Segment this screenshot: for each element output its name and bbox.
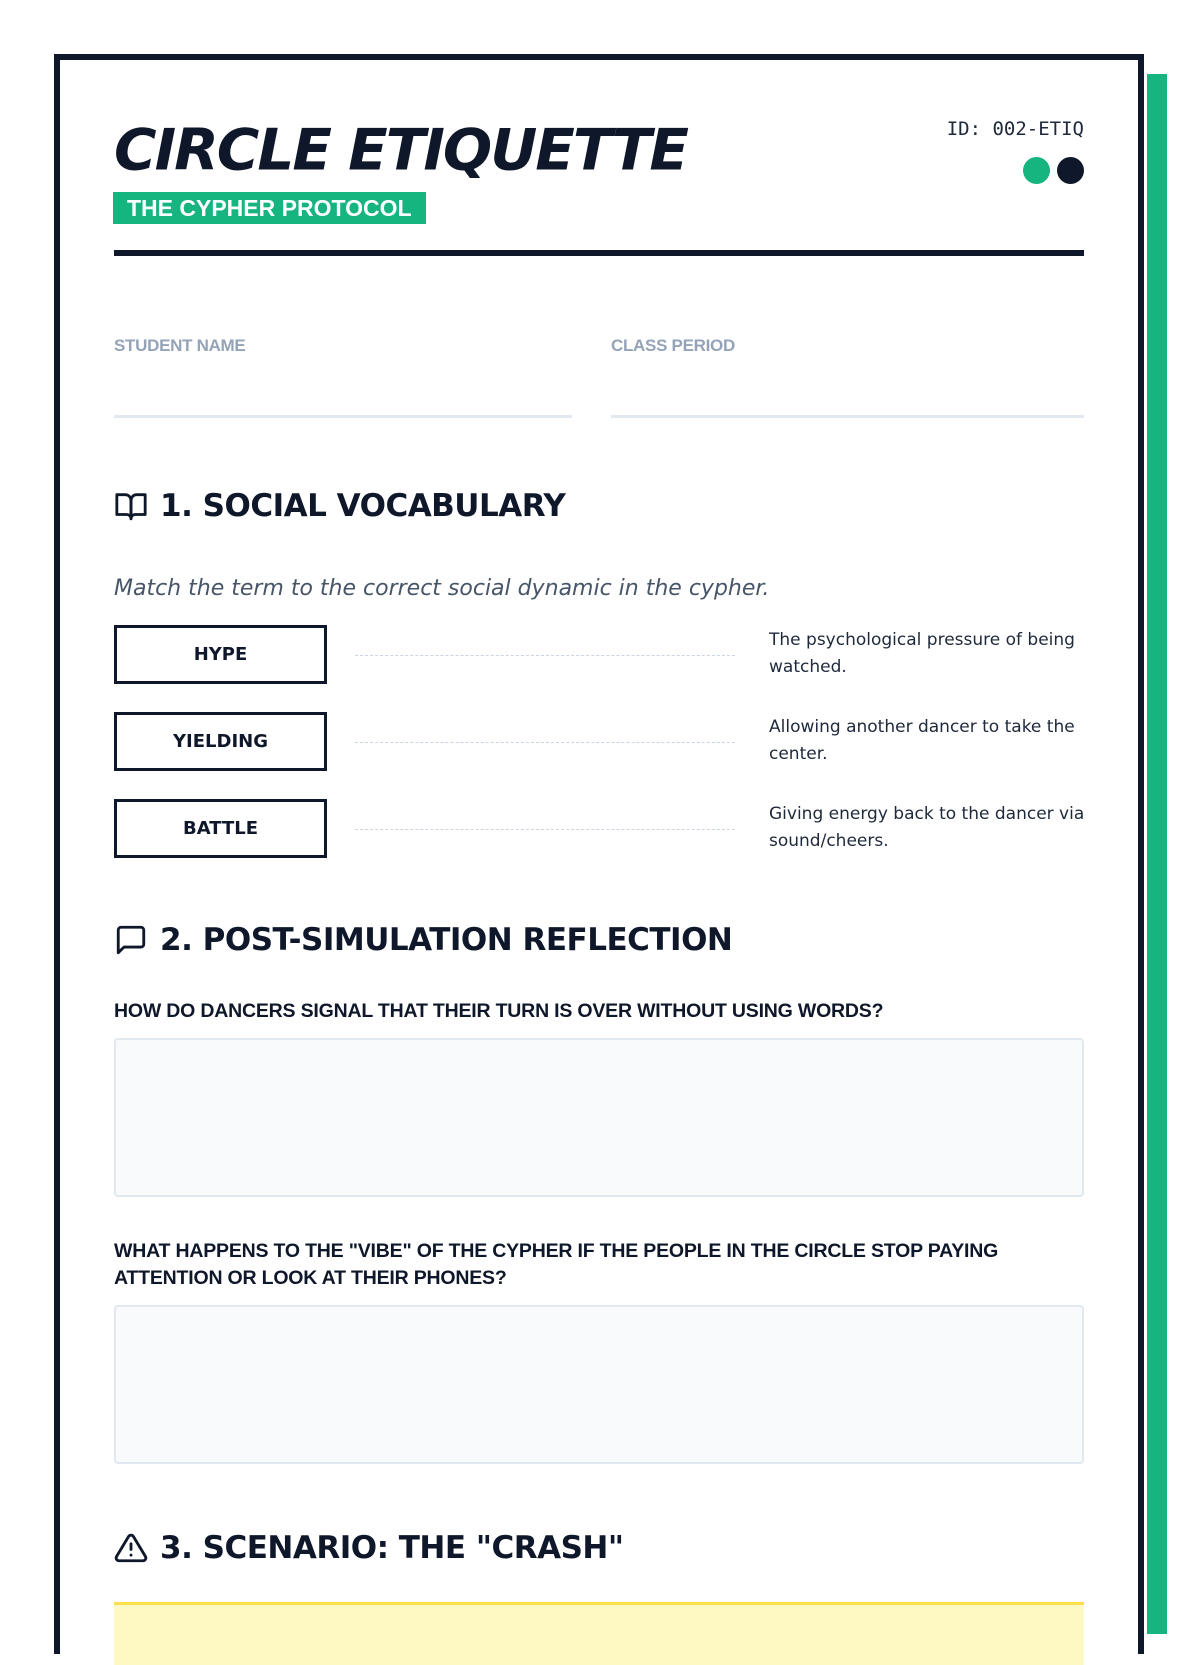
section-reflection-heading xyxy=(114,922,732,958)
term-yielding[interactable]: YIELDING xyxy=(114,712,327,771)
green-dot-icon xyxy=(1023,157,1050,184)
worksheet-subtitle-badge: THE CYPHER PROTOCOL xyxy=(113,192,426,224)
section-scenario-heading xyxy=(114,1530,624,1566)
message-square-icon xyxy=(114,923,148,957)
class-period-field[interactable] xyxy=(611,415,1084,418)
match-line xyxy=(355,655,735,656)
dark-dot-icon xyxy=(1057,157,1084,184)
definition-item[interactable]: The psychological pressure of being watched. xyxy=(769,630,1075,677)
definition-item[interactable]: Allowing another dancer to take the center. xyxy=(769,717,1075,764)
section-3-title: 3. SCENARIO: THE "CRASH" xyxy=(160,1530,624,1566)
term-battle[interactable]: BATTLE xyxy=(114,799,327,858)
matching-instructions: Match the term to the correct social dynamic in the cypher. xyxy=(114,576,770,601)
worksheet-title: CIRCLE ETIQUETTE xyxy=(114,116,688,184)
match-row xyxy=(114,712,1084,772)
section-1-title: 1. SOCIAL VOCABULARY xyxy=(160,488,566,524)
section-social-vocabulary-heading xyxy=(114,488,565,524)
worksheet xyxy=(54,54,1144,1654)
warning-triangle-icon xyxy=(114,1531,148,1565)
term-hype[interactable]: HYPE xyxy=(114,625,327,684)
student-name-label: STUDENT NAME xyxy=(114,336,246,355)
header-divider xyxy=(114,250,1084,256)
book-icon xyxy=(114,489,148,523)
match-line xyxy=(355,742,735,743)
class-period-label: CLASS PERIOD xyxy=(611,336,735,355)
match-row xyxy=(114,625,1084,685)
section-2-title: 2. POST-SIMULATION REFLECTION xyxy=(160,922,733,958)
document-id: ID: 002-ETIQ xyxy=(946,118,1084,140)
match-line xyxy=(355,829,735,830)
reflection-answer-2[interactable] xyxy=(114,1305,1084,1464)
match-row xyxy=(114,799,1084,859)
definition-item[interactable]: Giving energy back to the dancer via sound/cheers. xyxy=(769,804,1085,851)
reflection-answer-1[interactable] xyxy=(114,1038,1084,1197)
scenario-callout xyxy=(114,1602,1084,1665)
reflection-question-2: WHAT HAPPENS TO THE "VIBE" OF THE CYPHER IF THE PEOPLE IN THE CIRCLE STOP PAYING ATTENTION OR LOOK AT THEIR PHONES? xyxy=(114,1240,999,1289)
student-name-field[interactable] xyxy=(114,415,572,418)
reflection-question-1: HOW DO DANCERS SIGNAL THAT THEIR TURN IS OVER WITHOUT USING WORDS? xyxy=(114,1000,884,1022)
sheet-accent-shadow xyxy=(1147,74,1167,1634)
